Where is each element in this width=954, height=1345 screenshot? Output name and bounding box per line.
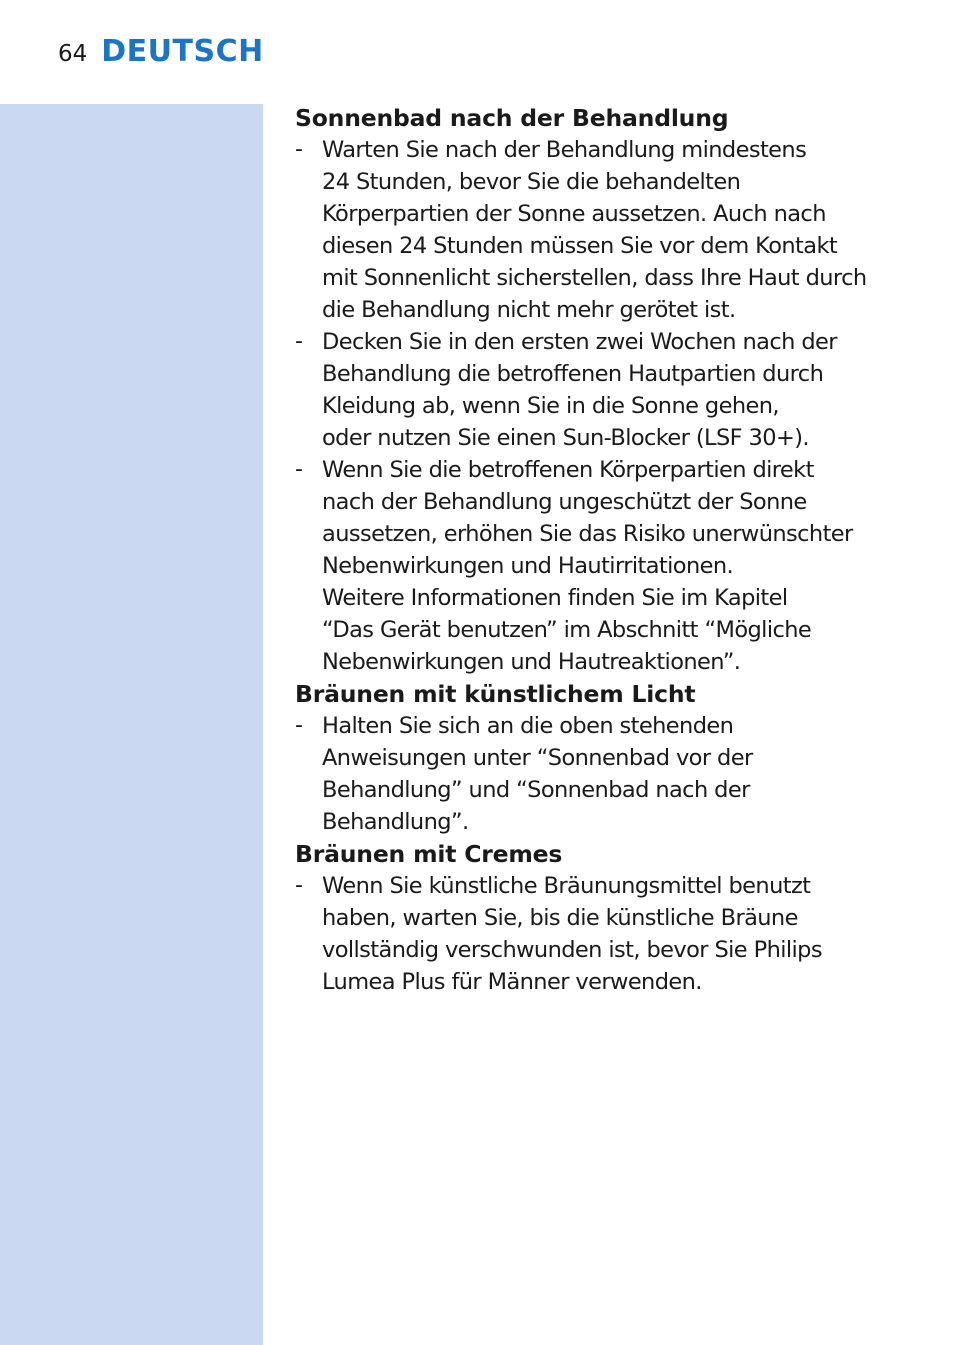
text-line: nach der Behandlung ungeschützt der Sonne bbox=[322, 489, 807, 515]
list-item bbox=[295, 326, 895, 454]
text-line: Behandlung” und “Sonnenbad nach der bbox=[322, 777, 750, 803]
list-item bbox=[295, 710, 895, 838]
text-line: Nebenwirkungen und Hautirritationen. bbox=[322, 553, 734, 579]
bullet-dash: - bbox=[295, 873, 303, 898]
text-line: “Das Gerät benutzen” im Abschnitt “Mögliche bbox=[322, 617, 812, 643]
list-item bbox=[295, 134, 895, 326]
language-title: DEUTSCH bbox=[101, 34, 264, 69]
text-line: Kleidung ab, wenn Sie in die Sonne gehen, bbox=[322, 393, 779, 419]
bullet-list bbox=[295, 870, 895, 998]
section-artificial-light-tanning bbox=[295, 678, 895, 838]
bullet-dash: - bbox=[295, 713, 303, 738]
section-heading: Bräunen mit künstlichem Licht bbox=[295, 680, 696, 708]
text-line: oder nutzen Sie einen Sun-Blocker (LSF 30+). bbox=[322, 425, 809, 451]
text-line: Weitere Informationen finden Sie im Kapitel bbox=[322, 585, 788, 611]
text-line: Behandlung”. bbox=[322, 809, 469, 835]
text-line: 24 Stunden, bevor Sie die behandelten bbox=[322, 169, 741, 195]
sidebar-panel bbox=[0, 104, 263, 1345]
text-line: die Behandlung nicht mehr gerötet ist. bbox=[322, 297, 736, 323]
text-line: diesen 24 Stunden müssen Sie vor dem Kontakt bbox=[322, 233, 838, 259]
text-line: Behandlung die betroffenen Hautpartien durch bbox=[322, 361, 824, 387]
list-item bbox=[295, 870, 895, 998]
page-header bbox=[58, 34, 264, 74]
text-line: Lumea Plus für Männer verwenden. bbox=[322, 969, 702, 995]
section-sunbathing-after-treatment bbox=[295, 102, 895, 678]
section-tanning-creams bbox=[295, 838, 895, 998]
text-line: Decken Sie in den ersten zwei Wochen nach der bbox=[322, 329, 837, 355]
text-line: Anweisungen unter “Sonnenbad vor der bbox=[322, 745, 753, 771]
text-line: vollständig verschwunden ist, bevor Sie Philips bbox=[322, 937, 822, 963]
bullet-list bbox=[295, 710, 895, 838]
text-line: Warten Sie nach der Behandlung mindestens bbox=[322, 137, 807, 163]
text-line: mit Sonnenlicht sicherstellen, dass Ihre Haut durch bbox=[322, 265, 867, 291]
section-heading: Sonnenbad nach der Behandlung bbox=[295, 104, 729, 132]
bullet-dash: - bbox=[295, 329, 303, 354]
bullet-dash: - bbox=[295, 457, 303, 482]
text-line: Körperpartien der Sonne aussetzen. Auch nach bbox=[322, 201, 826, 227]
text-line: Nebenwirkungen und Hautreaktionen”. bbox=[322, 649, 741, 675]
bullet-list bbox=[295, 134, 895, 678]
text-line: haben, warten Sie, bis die künstliche Bräune bbox=[322, 905, 798, 931]
page-number: 64 bbox=[58, 41, 88, 67]
main-content bbox=[295, 102, 895, 998]
text-line: aussetzen, erhöhen Sie das Risiko unerwünschter bbox=[322, 521, 853, 547]
bullet-dash: - bbox=[295, 137, 303, 162]
text-line: Wenn Sie die betroffenen Körperpartien direkt bbox=[322, 457, 814, 483]
section-heading: Bräunen mit Cremes bbox=[295, 840, 563, 868]
list-item bbox=[295, 454, 895, 678]
text-line: Halten Sie sich an die oben stehenden bbox=[322, 713, 734, 739]
text-line: Wenn Sie künstliche Bräunungsmittel benutzt bbox=[322, 873, 811, 899]
